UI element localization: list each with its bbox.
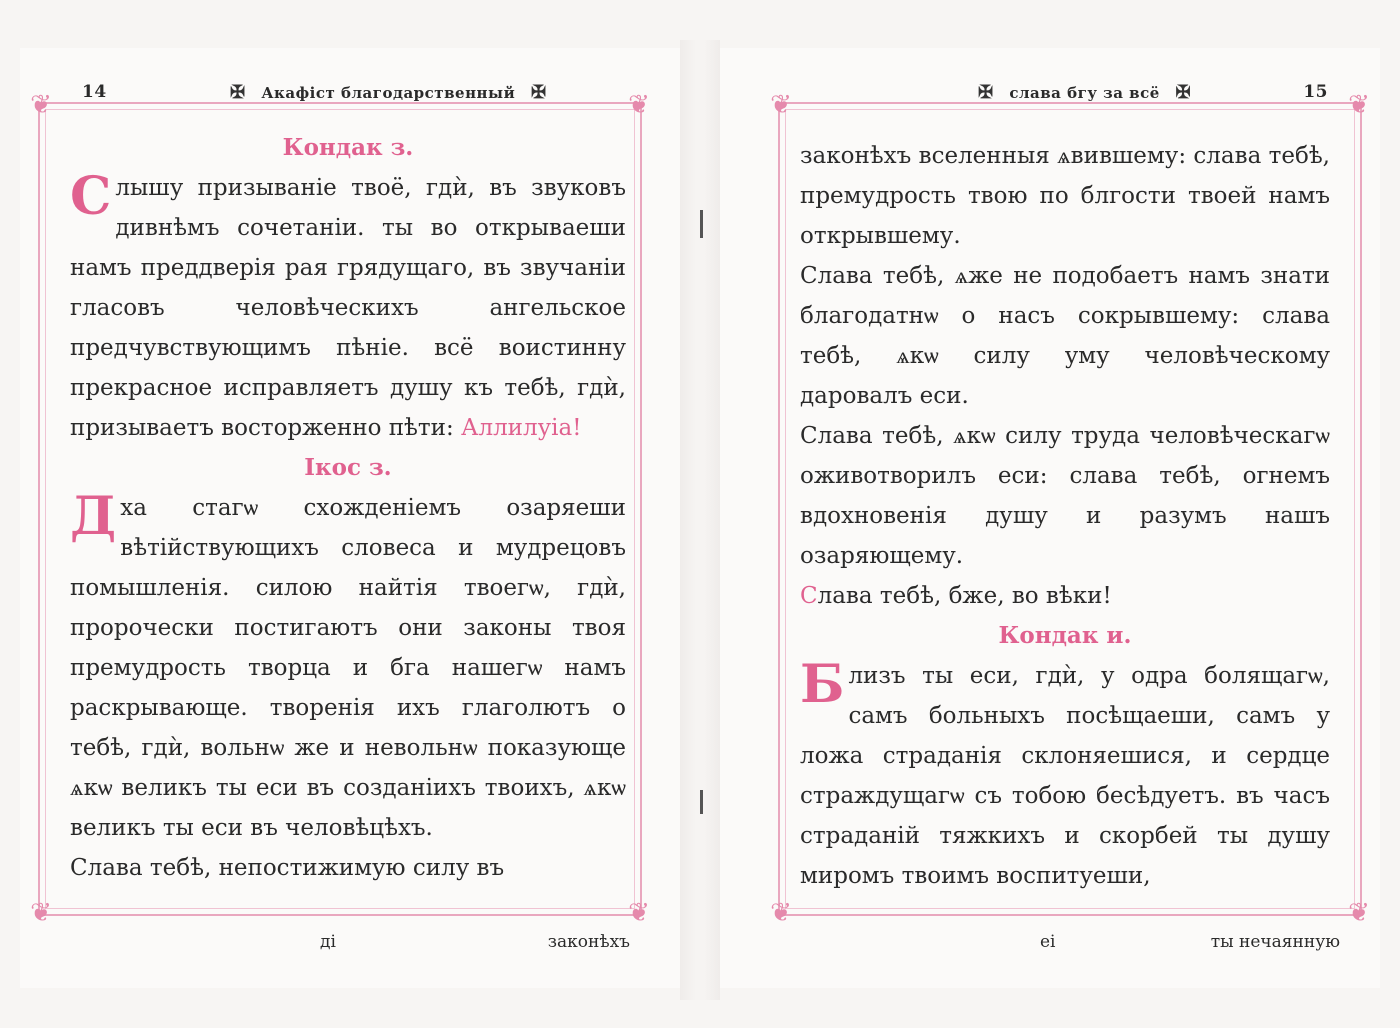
- cross-icon: ✠: [530, 82, 547, 103]
- refrain-line: Слава тебѣ, непостижимую силу въ: [70, 855, 505, 881]
- refrain-line: [800, 576, 1330, 616]
- binding-thread: [700, 790, 703, 814]
- drop-cap: С: [70, 166, 112, 227]
- running-head: [968, 82, 1201, 103]
- kontakion-heading: Кондак и.: [998, 622, 1132, 649]
- ornament-corner-icon: ❦: [628, 898, 650, 928]
- page-text: [70, 128, 626, 888]
- kontakion-text: лышу призываніе твоё, гдѝ, въ звуковъ дивнѣмъ сочетаніи. ты во открываеши намъ преддверія рая грядущаго, въ звучаніи гласовъ человѣческихъ ангельское предчувствующимъ пѣніе. всё воистинну прекрасное исправляетъ душу къ тебѣ, гдѝ, призываетъ восторженно пѣти:: [70, 175, 626, 441]
- page-number: 15: [1303, 82, 1328, 102]
- drop-cap: Б: [800, 654, 845, 715]
- cross-icon: ✠: [1175, 82, 1192, 103]
- ornament-corner-icon: ❦: [1348, 898, 1370, 928]
- signature-mark: еі: [1040, 932, 1056, 952]
- binding-thread: [700, 210, 703, 238]
- ikos-paragraph: [70, 488, 626, 848]
- ornament-corner-icon: ❦: [30, 90, 52, 120]
- ikos-text: ха стагѡ схожденіемъ озаряеши вѣтійствующихъ словеса и мудрецовъ помышленія. силою найтія твоегѡ, гдѝ, пророчески постигаютъ они законы твоя премудрость творца и бга нашегѡ намъ раскрывающе. творенія ихъ глаголютъ о тебѣ, гдѝ, вольнѡ же и невольнѡ показующе ѧкѡ великъ ты еси въ созданіихъ твоихъ, ѧкѡ великъ ты еси въ человѣцѣхъ.: [70, 495, 626, 841]
- catchword: ты нечаянную: [1210, 932, 1340, 952]
- catchword: законѣхъ: [547, 932, 630, 952]
- refrain-text: лава тебѣ, бже, во вѣки!: [817, 583, 1112, 609]
- running-head: [220, 82, 557, 103]
- alleluia: Аллилуіа!: [461, 415, 582, 441]
- running-head-title: Акафіст благодарственный: [261, 84, 516, 102]
- signature-mark: ді: [320, 932, 336, 952]
- right-page: [720, 48, 1380, 988]
- running-head-title: слава бгу за всё: [1009, 84, 1160, 102]
- ornament-corner-icon: ❦: [628, 90, 650, 120]
- ornament-corner-icon: ❦: [1348, 90, 1370, 120]
- page-number: 14: [82, 82, 107, 102]
- left-page: [20, 48, 680, 988]
- cross-icon: ✠: [978, 82, 994, 103]
- ikos-heading: Ікос з.: [304, 454, 392, 481]
- praise-paragraph: законѣхъ вселенныя ѧвившему: слава тебѣ, премудрость твою по блгости твоей намъ открывшему.: [800, 143, 1330, 249]
- book-gutter: [680, 40, 720, 1000]
- ornament-corner-icon: ❦: [30, 898, 52, 928]
- ornament-corner-icon: ❦: [770, 90, 792, 120]
- praise-paragraph: Слава тебѣ, ѧкѡ силу труда человѣческагѡ оживотворилъ еси: слава тебѣ, огнемъ вдохновенія душу и разумъ нашъ озаряющему.: [800, 423, 1330, 569]
- praise-paragraph: Слава тебѣ, ѧже не подобаетъ намъ знати благодатнѡ о насъ сокрывшему: слава тебѣ, ѧкѡ силу уму человѣческому даровалъ еси.: [800, 263, 1330, 409]
- page-text: [800, 136, 1330, 896]
- refrain-initial: С: [800, 583, 818, 609]
- kontakion-text: лизъ ты еси, гдѝ, у одра болящагѡ, самъ больныхъ посѣщаеши, самъ у ложа страданія склоняешися, и сердце страждущагѡ съ тобою бесѣдуетъ. въ часъ страданій тяжкихъ и скорбей ты душу миромъ твоимъ воспитуеши,: [800, 663, 1330, 889]
- drop-cap: Д: [70, 486, 117, 547]
- kontakion-paragraph: [70, 168, 626, 448]
- ornament-corner-icon: ❦: [770, 898, 792, 928]
- kontakion-paragraph: [800, 656, 1330, 896]
- kontakion-heading: Кондак з.: [282, 134, 414, 161]
- cross-icon: ✠: [230, 82, 246, 103]
